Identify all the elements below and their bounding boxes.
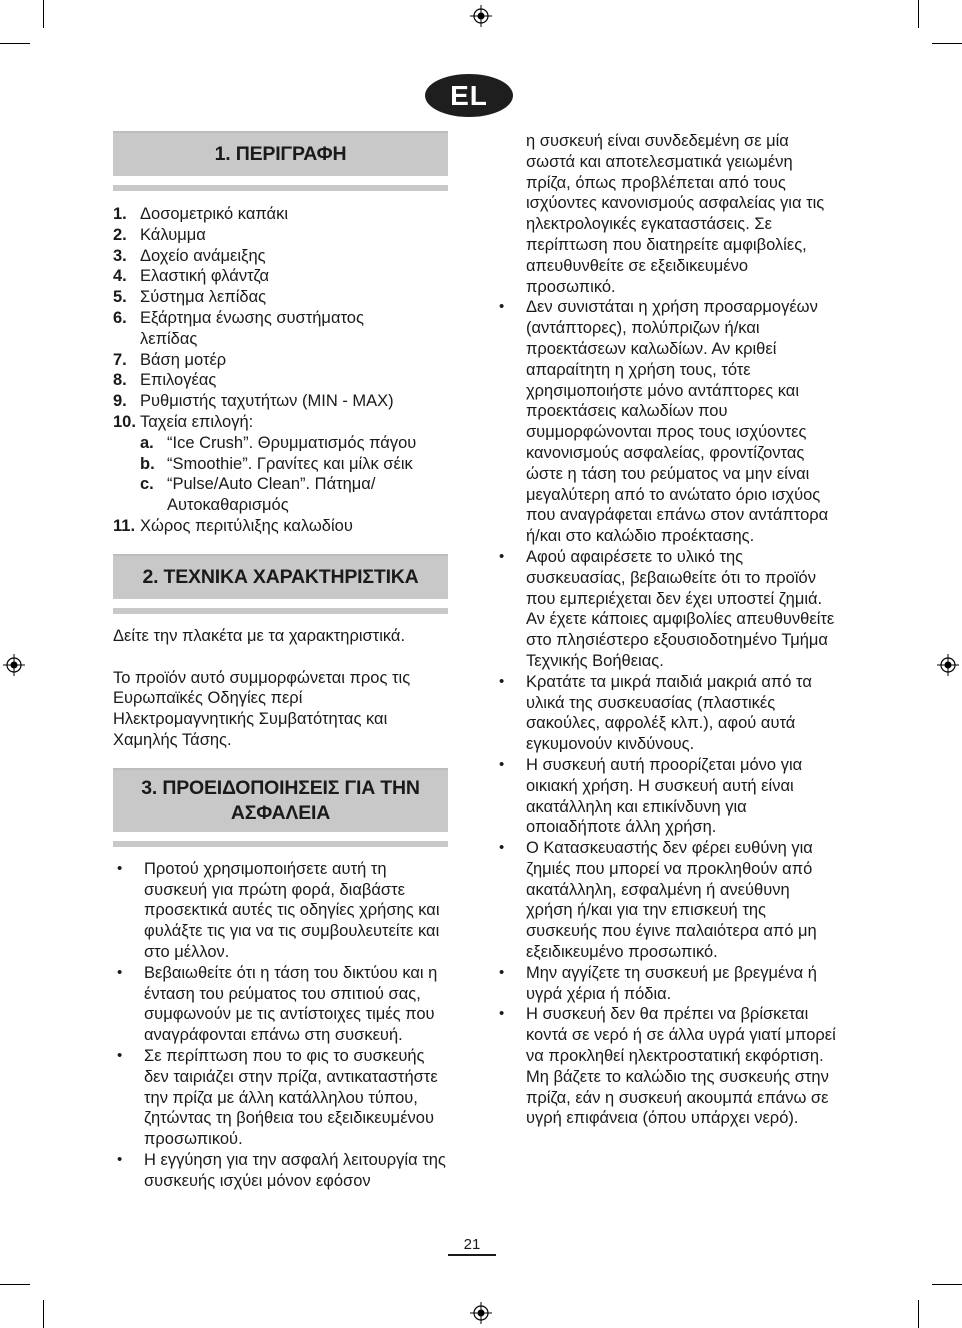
item-number: 8. (113, 371, 127, 390)
section-3-title-line-1: 3. ΠΡΟΕΙΔΟΠΟΙΗΣΕΙΣ ΓΙΑ ΤΗΝ (141, 776, 420, 799)
bullet-item (495, 838, 840, 963)
item-number: 11. (113, 516, 136, 535)
section-divider (113, 185, 448, 191)
item-number: 7. (113, 350, 127, 369)
left-column (113, 131, 448, 1191)
item-text: “Pulse/Auto Clean”. Πάτημα/ Αυτοκαθαρισμός (167, 475, 376, 515)
section-3-title-line-2: ΑΣΦΑΛΕΙΑ (230, 801, 331, 824)
list-item (113, 516, 448, 537)
crop-mark (918, 1300, 919, 1328)
registration-mark-icon (937, 654, 959, 676)
bullet-text: Σε περίπτωση που το φις το συσκευής δεν ταιριάζει στην πρίζα, αντικαταστήστε την πρίζα με άλλη κατάλληλου τύπου, ζητώντας τη βοήθεια του εξειδικευμένου προσωπικού. (144, 1046, 438, 1149)
item-text: Δοσομετρικό καπάκι (140, 205, 288, 223)
bullet-text: Η συσκευή αυτή προορίζεται μόνο για οικιακή χρήση. Η συσκευή αυτή είναι ακατάλληλη και επικίνδυνη για οποιαδήποτε άλλη χρήση. (526, 755, 803, 837)
sub-list-item (140, 474, 448, 516)
safety-bullets-right (495, 297, 840, 1129)
item-number: 10. (113, 412, 136, 431)
bullet-text: Ο Κατασκευαστής δεν φέρει ευθύνη για ζημιές που μπορεί να προκληθούν από ακατάλληλη, εσφαλμένη ή ανεύθυνη χρήση ή/και για την επισκευή της συσκευής που έγινε παλαιότερα από μη εξειδικευμένο προσωπικό. (526, 839, 817, 962)
bullet-item (495, 547, 840, 672)
section-3-title (113, 768, 448, 832)
right-column (495, 131, 840, 1129)
crop-mark (932, 1284, 962, 1285)
crop-mark (0, 1284, 30, 1285)
continued-text: η συσκευή είναι συνδεδεμένη σε μία σωστά και αποτελεσματικά γειωμένη πρίζα, όπως προβλέπεται από τους ισχύοντες κανονισμούς ασφαλείας για τις ηλεκτρολογικές εγκαταστάσεις. Σε περίπτωση που διατηρείτε αμφιβολίες, απευθυνθείτε σε εξειδικευμένο προσωπικό. (526, 132, 825, 296)
list-item (113, 350, 448, 371)
bullet-item (495, 1004, 840, 1129)
language-badge: EL (425, 74, 513, 117)
bullet-item (113, 963, 448, 1046)
compliance-note: Το προϊόν αυτό συμμορφώνεται προς τις Ευρωπαϊκές Οδηγίες περί Ηλεκτρομαγνητικής Συμβατότητας και Χαμηλής Τάσης. (113, 668, 411, 749)
item-text: “Ice Crush”. Θρυμματισμός πάγου (167, 433, 417, 452)
item-text: Κάλυμμα (140, 225, 206, 244)
list-item (113, 412, 448, 516)
item-number: 3. (113, 246, 127, 265)
bullet-item (495, 963, 840, 1005)
bullet-icon: • (117, 963, 123, 981)
list-item (113, 308, 448, 350)
bullet-icon: • (499, 1005, 505, 1023)
list-item (113, 246, 448, 267)
crop-mark (0, 43, 30, 44)
crop-mark (932, 43, 962, 44)
list-item (113, 204, 448, 225)
crop-mark (43, 0, 44, 28)
list-item (113, 370, 448, 391)
bullet-item (495, 755, 840, 838)
item-text: “Smoothie”. Γρανίτες και μίλκ σέικ (167, 454, 413, 473)
bullet-icon: • (117, 859, 123, 877)
bullet-item (113, 1150, 448, 1192)
bullet-icon: • (499, 963, 505, 981)
bullet-item (495, 297, 840, 547)
item-text: Βάση μοτέρ (140, 350, 227, 369)
bullet-icon: • (499, 298, 505, 316)
registration-mark-icon (3, 654, 25, 676)
item-number: 4. (113, 267, 127, 286)
crop-mark (43, 1300, 44, 1328)
bullet-item (495, 672, 840, 755)
list-item (113, 287, 448, 308)
item-number: 5. (113, 288, 127, 307)
crop-mark (918, 0, 919, 28)
safety-bullets-left (113, 859, 448, 1192)
bullet-item (113, 1046, 448, 1150)
item-text: Ελαστική φλάντζα (140, 267, 270, 286)
list-item (113, 225, 448, 246)
bullet-text: Η εγγύηση για την ασφαλή λειτουργία της συσκευής ισχύει μόνον εφόσον (144, 1150, 446, 1190)
item-number: 9. (113, 392, 127, 411)
bullet-text: Η συσκευή δεν θα πρέπει να βρίσκεται κοντά σε νερό ή σε άλλα υγρά γιατί μπορεί να προκληθεί ηλεκτροστατική εκφόρτιση. Μη βάζετε το καλώδιο της συσκευής στην πρίζα, εάν η συσκευή ακουμπά επάνω σε υγρή επιφάνεια (όπου υπάρχει νερό). (526, 1005, 836, 1128)
bullet-icon: • (117, 1046, 123, 1064)
page-number: 21 (463, 1236, 481, 1253)
bullet-icon: • (499, 839, 505, 857)
item-letter: b. (140, 454, 155, 473)
bullet-item (113, 859, 448, 963)
item-text: Ρυθμιστής ταχυτήτων (MIN - MAX) (140, 392, 394, 411)
bullet-icon: • (117, 1150, 123, 1168)
section-divider (113, 608, 448, 614)
item-text: Εξάρτημα ένωσης συστήματος λεπίδας (140, 308, 364, 348)
bullet-text: Προτού χρησιμοποιήσετε αυτή τη συσκευή για πρώτη φορά, διαβάστε προσεκτικά αυτές τις οδηγίες χρήσης και φυλάξτε τις για να τις συμβουλευτείτε και στο μέλλον. (144, 859, 440, 961)
item-text: Επιλογέας (140, 371, 217, 390)
sub-list-item (140, 433, 448, 454)
section-2-title: 2. ΤΕΧΝΙΚΑ ΧΑΡΑΚΤΗΡΙΣΤΙΚΑ (113, 554, 448, 599)
bullet-text: Μην αγγίζετε τη συσκευή με βρεγμένα ή υγρά χέρια ή πόδια. (526, 963, 817, 1003)
bullet-text: Βεβαιωθείτε ότι η τάση του δικτύου και η ένταση του ρεύματος του σπιτιού σας, συμφωνούν με τις αντίστοιχες τιμές που αναγράφονται επάνω στη συσκευή. (144, 963, 438, 1045)
spec-note: Δείτε την πλακέτα με τα χαρακτηριστικά. (113, 626, 406, 645)
list-item (113, 266, 448, 287)
item-number: 1. (113, 205, 127, 223)
bullet-icon: • (499, 755, 505, 773)
registration-mark-icon (470, 5, 492, 27)
item-text: Ταχεία επιλογή: (140, 412, 254, 431)
item-letter: c. (140, 475, 154, 494)
bullet-text: Αφού αφαιρέσετε το υλικό της συσκευασίας, βεβαιωθείτε ότι το προϊόν που εμπεριέχεται δεν έχει υποστεί ζημιά. Αν έχετε κάποιες αμφιβολίες απευθυνθείτε στο πλησιέστερο εξουσιοδοτημένο Τμήμα Τεχνικής Βοήθειας. (526, 547, 835, 670)
item-number: 6. (113, 308, 127, 327)
page-number-underline (448, 1254, 496, 1256)
item-text: Σύστημα λεπίδας (140, 288, 267, 307)
item-text: Χώρος περιτύλιξης καλωδίου (140, 516, 353, 535)
section-1-title: 1. ΠΕΡΙΓΡΑΦΗ (113, 131, 448, 176)
item-text: Δοχείο ανάμειξης (140, 246, 266, 265)
item-letter: a. (140, 433, 154, 452)
sub-list-item (140, 454, 448, 475)
parts-list (113, 204, 448, 537)
bullet-icon: • (499, 547, 505, 565)
quick-select-sublist (140, 433, 448, 516)
list-item (113, 391, 448, 412)
bullet-icon: • (499, 672, 505, 690)
section-divider (113, 841, 448, 847)
registration-mark-icon (470, 1302, 492, 1324)
bullet-text: Κρατάτε τα μικρά παιδιά μακριά από τα υλικά της συσκευασίας (πλαστικές σακούλες, αφρολέξ κλπ.), αφού αυτά εγκυμονούν κινδύνους. (526, 672, 812, 754)
item-number: 2. (113, 225, 127, 244)
bullet-text: Δεν συνιστάται η χρήση προσαρμογέων (αντάπτορες), πολύπριζων ή/και προεκτάσεων καλωδίων. Αν κριθεί απαραίτητη η χρήση τους, τότε χρησιμοποιήστε μόνο αντάπτορες και προεκτάσεις καλωδίων που συμμορφώνονται προς τους ισχύοντες κανονισμούς ασφαλείας, φροντίζοντας ώστε η τάση του ρεύματος να μην είναι μεγαλύτερη από το ανώτατο όριο ισχύος που αναγράφεται επάνω στον αντάπτορα ή/και στο καλώδιο προέκτασης. (526, 298, 829, 546)
